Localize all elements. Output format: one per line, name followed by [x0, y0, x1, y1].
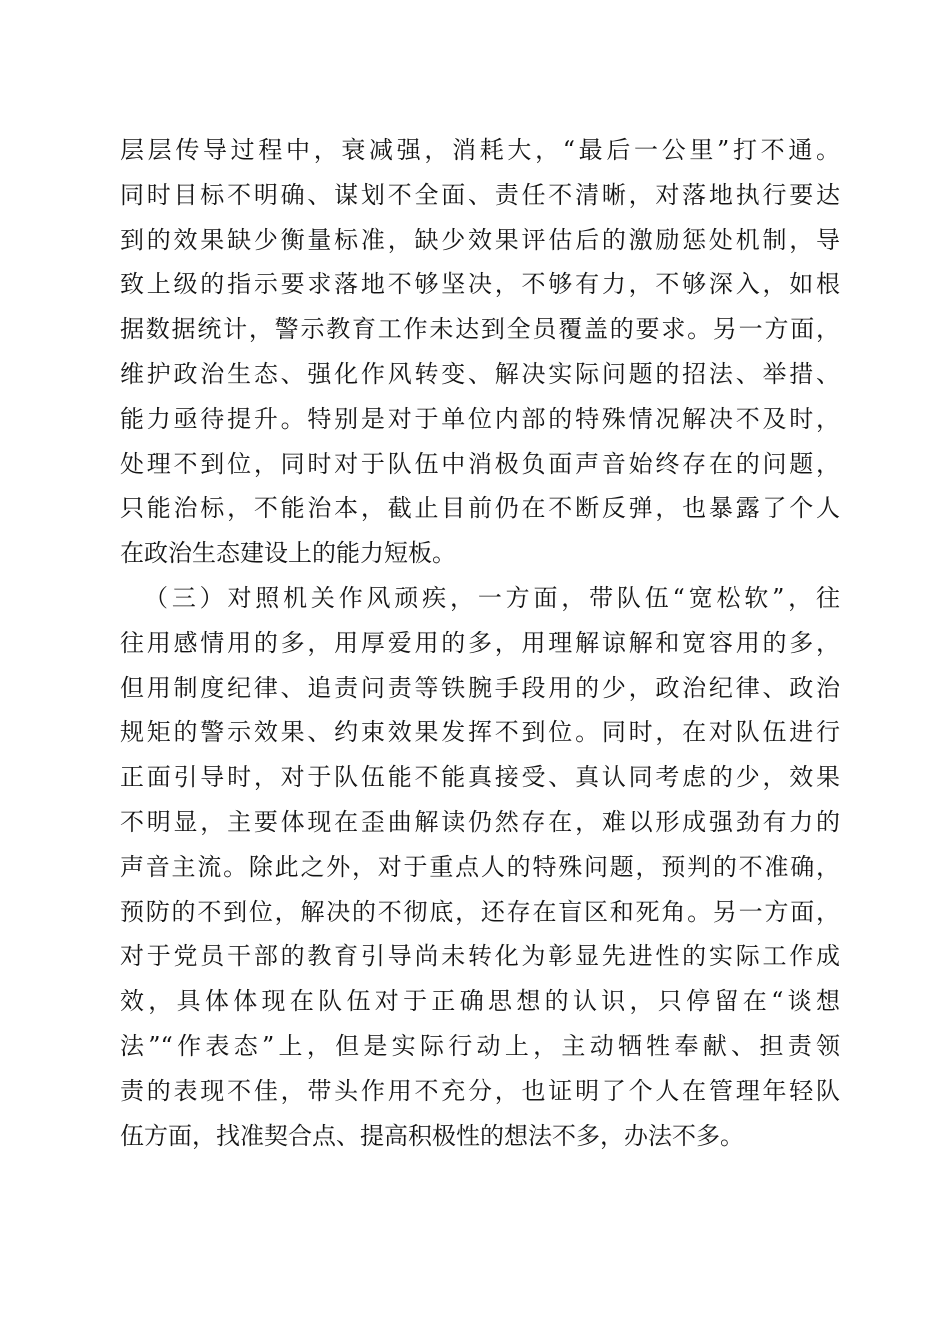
text-line: 预防的不到位，解决的不彻底，还存在盲区和死角。另一方面，	[120, 897, 840, 926]
paragraph-political-ecology	[120, 128, 840, 576]
text-line: 能力亟待提升。特别是对于单位内部的特殊情况解决不及时，	[120, 404, 840, 433]
text-line: 同时目标不明确、谋划不全面、责任不清晰，对落地执行要达	[120, 180, 840, 209]
text-line: 法”“作表态”上，但是实际行动上，主动牺牲奉献、担责领	[120, 1031, 840, 1060]
text-line: 往用感情用的多，用厚爱用的多，用理解谅解和宽容用的多，	[120, 628, 840, 657]
text-line: 声音主流。除此之外，对于重点人的特殊问题，预判的不准确，	[120, 852, 840, 881]
text-line: 不明显，主要体现在歪曲解读仍然存在，难以形成强劲有力的	[120, 807, 840, 836]
text-line: 但用制度纪律、追责问责等铁腕手段用的少，政治纪律、政治	[120, 673, 840, 702]
text-line: 只能治标，不能治本，截止目前仍在不断反弹，也暴露了个人	[120, 494, 840, 523]
text-line: 层层传导过程中，衰减强，消耗大，“最后一公里”打不通。	[120, 136, 840, 164]
text-line: 效，具体体现在队伍对于正确思想的认识，只停留在“谈想	[120, 987, 840, 1016]
text-line: 据数据统计，警示教育工作未达到全员覆盖的要求。另一方面，	[120, 315, 840, 344]
text-line: 责的表现不佳，带头作用不充分，也证明了个人在管理年轻队	[120, 1076, 840, 1105]
document-body	[120, 128, 840, 1158]
section-heading-line: （三）对照机关作风顽疾，一方面，带队伍“宽松软”，往	[144, 583, 840, 612]
paragraph-section-three	[120, 576, 840, 1158]
text-line: 维护政治生态、强化作风转变、解决实际问题的招法、举措、	[120, 359, 840, 388]
text-line: 到的效果缺少衡量标准，缺少效果评估后的激励惩处机制，导	[120, 225, 840, 254]
text-line: 对于党员干部的教育引导尚未转化为彰显先进性的实际工作成	[120, 942, 840, 971]
text-line: 规矩的警示效果、约束效果发挥不到位。同时，在对队伍进行	[120, 718, 840, 747]
text-line: 致上级的指示要求落地不够坚决，不够有力，不够深入，如根	[120, 270, 840, 299]
text-line: 正面引导时，对于队伍能不能真接受、真认同考虑的少，效果	[120, 763, 840, 792]
text-line: 伍方面，找准契合点、提高积极性的想法不多，办法不多。	[120, 1121, 744, 1150]
text-line: 处理不到位，同时对于队伍中消极负面声音始终存在的问题，	[120, 449, 840, 478]
text-line: 在政治生态建设上的能力短板。	[120, 539, 456, 568]
